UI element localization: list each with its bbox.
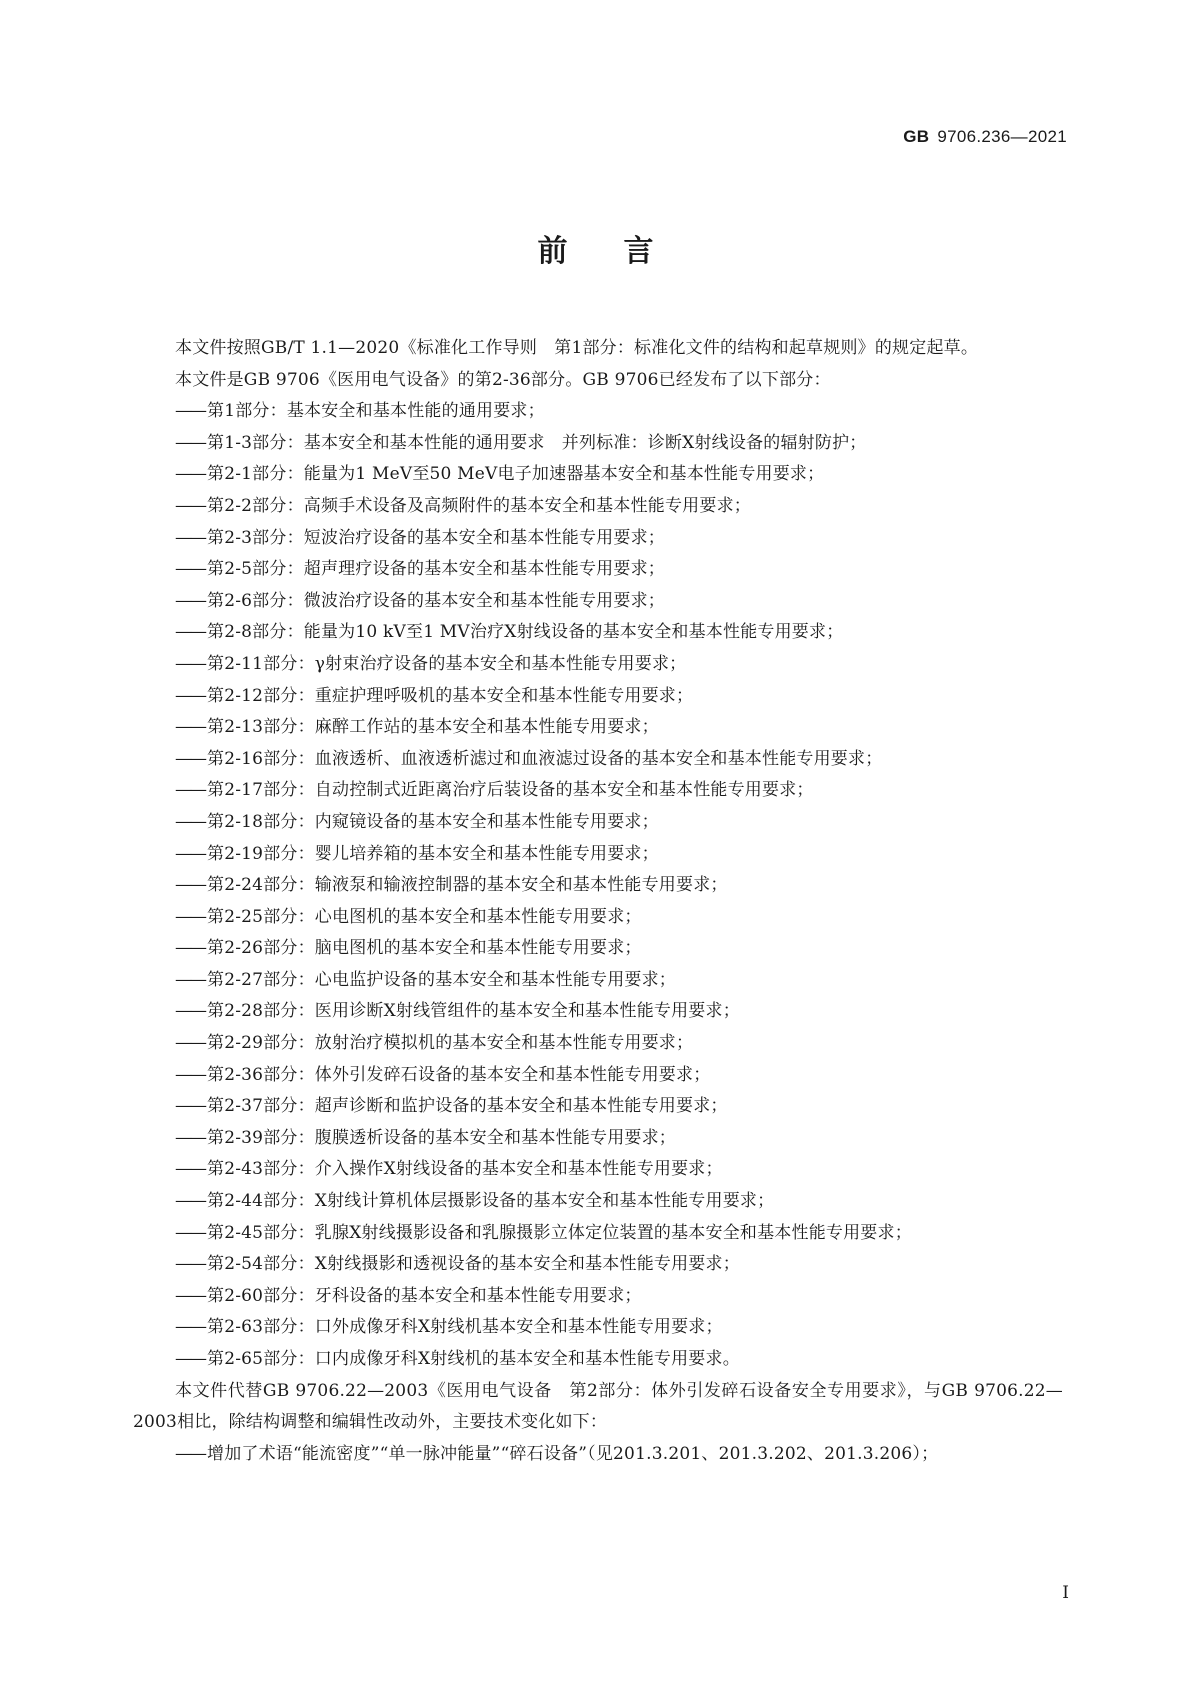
list-item: —— 第2-63部分：口外成像牙科X射线机基本安全和基本性能专用要求； — [175, 1317, 723, 1338]
paragraph-drafting-rules: 本文件按照GB/T 1.1—2020《标准化工作导则 第1部分：标准化文件的结构和起草规则》的规定起草。 — [175, 338, 979, 358]
list-item: —— 第2-26部分：脑电图机的基本安全和基本性能专用要求； — [175, 938, 642, 959]
list-item: —— 第1-3部分：基本安全和基本性能的通用要求 并列标准：诊断X射线设备的辐射防护； — [175, 432, 867, 453]
paragraph-series-intro: 本文件是GB 9706《医用电气设备》的第2-36部分。GB 9706已经发布了以下部分： — [175, 369, 831, 390]
doc-number: 9706.236—2021 — [937, 127, 1067, 146]
technical-changes-list — [133, 1439, 1063, 1471]
page-number: I — [1062, 1583, 1069, 1603]
page-title: 前言 — [537, 234, 710, 269]
list-item: —— 第2-6部分：微波治疗设备的基本安全和基本性能专用要求； — [175, 590, 665, 611]
paragraph-replacement: 本文件代替GB 9706.22—2003《医用电气设备 第2部分：体外引发碎石设备安全专用要求》，与GB 9706.22—2003相比，除结构调整和编辑性改动外，主要技术变化如下： — [133, 1380, 1063, 1433]
list-item: —— 增加了术语“能流密度”“单一脉冲能量”“碎石设备”（见201.3.201、201.3.202、201.3.206）； — [175, 1443, 939, 1464]
list-item: —— 第2-65部分：口内成像牙科X射线机的基本安全和基本性能专用要求。 — [175, 1349, 740, 1369]
list-item: —— 第2-39部分：腹膜透析设备的基本安全和基本性能专用要求； — [175, 1127, 676, 1148]
list-item: —— 第2-3部分：短波治疗设备的基本安全和基本性能专用要求； — [175, 527, 665, 548]
list-item: —— 第2-8部分：能量为10 kV至1 MV治疗X射线设备的基本安全和基本性能专用要求； — [175, 622, 844, 643]
published-parts-list — [133, 396, 1063, 1375]
list-item: —— 第2-18部分：内窥镜设备的基本安全和基本性能专用要求； — [175, 811, 659, 832]
list-item: —— 第2-25部分：心电图机的基本安全和基本性能专用要求； — [175, 906, 642, 927]
list-item: —— 第2-54部分：X射线摄影和透视设备的基本安全和基本性能专用要求； — [175, 1254, 740, 1275]
list-item: —— 第2-60部分：牙科设备的基本安全和基本性能专用要求； — [175, 1285, 642, 1306]
list-item: —— 第2-44部分：X射线计算机体层摄影设备的基本安全和基本性能专用要求； — [175, 1191, 775, 1212]
list-item: —— 第2-16部分：血液透析、血液透析滤过和血液滤过设备的基本安全和基本性能专用要求； — [175, 748, 883, 769]
list-item: —— 第2-19部分：婴儿培养箱的基本安全和基本性能专用要求； — [175, 843, 659, 864]
gb-prefix: GB — [903, 127, 930, 146]
list-item: —— 第2-24部分：输液泵和输液控制器的基本安全和基本性能专用要求； — [175, 875, 728, 896]
list-item: —— 第2-29部分：放射治疗模拟机的基本安全和基本性能专用要求； — [175, 1033, 694, 1054]
list-item: —— 第2-28部分：医用诊断X射线管组件的基本安全和基本性能专用要求； — [175, 1001, 740, 1022]
document-number-header — [903, 127, 1067, 147]
list-item: —— 第2-27部分：心电监护设备的基本安全和基本性能专用要求； — [175, 969, 676, 990]
list-item: —— 第2-37部分：超声诊断和监护设备的基本安全和基本性能专用要求； — [175, 1096, 728, 1117]
list-item: —— 第2-2部分：高频手术设备及高频附件的基本安全和基本性能专用要求； — [175, 495, 751, 516]
list-item: —— 第2-1部分：能量为1 MeV至50 MeV电子加速器基本安全和基本性能专用要求； — [175, 464, 825, 485]
list-item: —— 第1部分：基本安全和基本性能的通用要求； — [175, 401, 545, 422]
document-body — [133, 333, 1063, 1470]
list-item: —— 第2-45部分：乳腺X射线摄影设备和乳腺摄影立体定位装置的基本安全和基本性能专用要求； — [175, 1222, 912, 1243]
list-item: —— 第2-13部分：麻醉工作站的基本安全和基本性能专用要求； — [175, 717, 659, 738]
list-item: —— 第2-11部分：γ射束治疗设备的基本安全和基本性能专用要求； — [175, 653, 687, 674]
list-item: —— 第2-12部分：重症护理呼吸机的基本安全和基本性能专用要求； — [175, 685, 694, 706]
list-item: —— 第2-43部分：介入操作X射线设备的基本安全和基本性能专用要求； — [175, 1159, 723, 1180]
list-item: —— 第2-17部分：自动控制式近距离治疗后装设备的基本安全和基本性能专用要求； — [175, 780, 814, 801]
list-item: —— 第2-36部分：体外引发碎石设备的基本安全和基本性能专用要求； — [175, 1064, 711, 1085]
list-item: —— 第2-5部分：超声理疗设备的基本安全和基本性能专用要求； — [175, 559, 665, 580]
